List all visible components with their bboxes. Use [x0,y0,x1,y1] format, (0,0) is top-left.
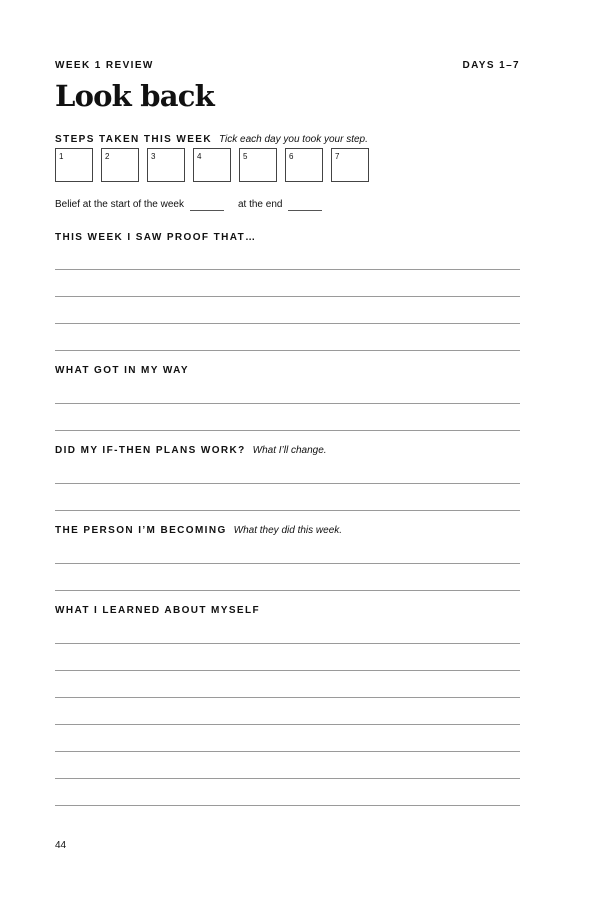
belief-row [55,198,328,211]
day-checkbox[interactable]: 4 [193,148,231,182]
writing-line[interactable] [55,563,520,564]
writing-line[interactable] [55,590,520,591]
proof-heading [55,230,257,244]
writing-line[interactable] [55,269,520,270]
writing-line[interactable] [55,510,520,511]
writing-line[interactable] [55,643,520,644]
writing-line[interactable] [55,323,520,324]
obstacles-label: WHAT GOT IN MY WAY [55,365,189,376]
week-eyebrow: WEEK 1 REVIEW [55,60,154,71]
page-title: Look back [55,79,214,113]
writing-line[interactable] [55,778,520,779]
writing-line[interactable] [55,296,520,297]
steps-label: STEPS TAKEN THIS WEEK [55,134,213,145]
day-checkbox[interactable]: 5 [239,148,277,182]
steps-hint: Tick each day you took your step. [219,134,368,145]
learned-heading [55,603,260,617]
workbook-page [55,0,520,900]
belief-end-blank[interactable] [288,198,322,211]
writing-line[interactable] [55,805,520,806]
day-checkbox[interactable]: 7 [331,148,369,182]
day-checkboxes [55,148,369,182]
steps-heading [55,132,368,146]
writing-line[interactable] [55,430,520,431]
page-header [55,60,520,72]
writing-line[interactable] [55,483,520,484]
belief-end-label: at the end [237,199,283,210]
plans-heading [55,443,327,457]
writing-line[interactable] [55,350,520,351]
day-checkbox[interactable]: 3 [147,148,185,182]
belief-start-label: Belief at the start of the week [55,199,184,210]
days-eyebrow: DAYS 1–7 [462,60,520,71]
writing-line[interactable] [55,670,520,671]
plans-hint: What I’ll change. [252,445,327,456]
becoming-hint: What they did this week. [233,525,343,536]
proof-label: THIS WEEK I SAW PROOF THAT… [55,232,257,243]
becoming-heading [55,523,342,537]
obstacles-heading [55,363,189,377]
plans-label: DID MY IF-THEN PLANS WORK? [55,445,246,456]
learned-label: WHAT I LEARNED ABOUT MYSELF [55,605,261,616]
writing-line[interactable] [55,751,520,752]
day-checkbox[interactable]: 6 [285,148,323,182]
writing-line[interactable] [55,697,520,698]
writing-line[interactable] [55,403,520,404]
belief-start-blank[interactable] [190,198,224,211]
page-number: 44 [55,840,67,851]
day-checkbox[interactable]: 1 [55,148,93,182]
becoming-label: THE PERSON I’M BECOMING [55,525,227,536]
writing-line[interactable] [55,724,520,725]
day-checkbox[interactable]: 2 [101,148,139,182]
